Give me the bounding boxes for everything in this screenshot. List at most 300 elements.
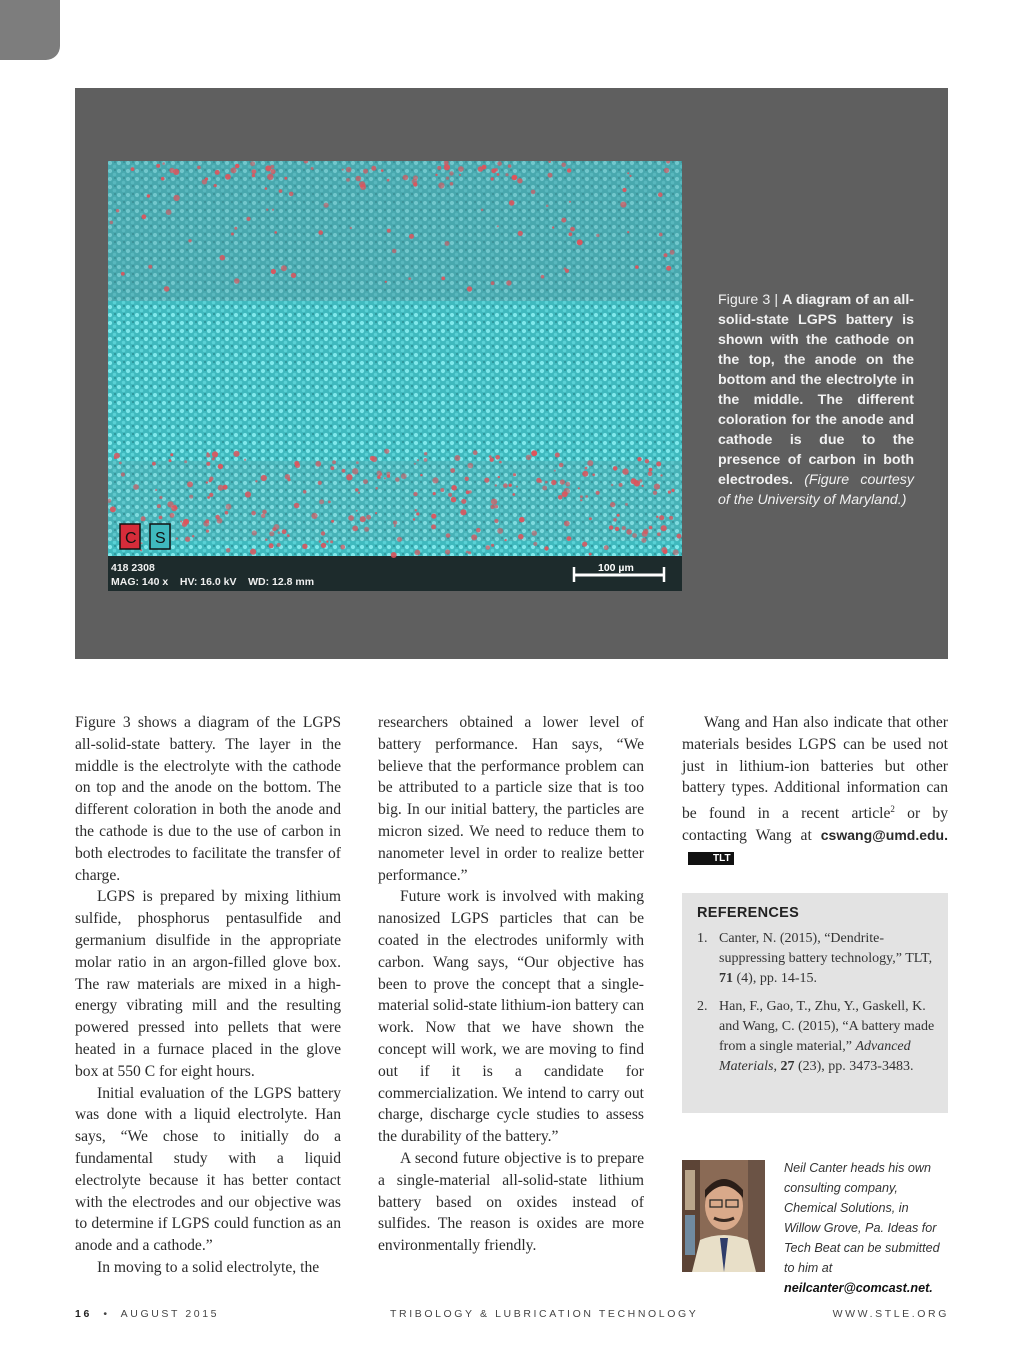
paragraph: A second future objective is to prepare a single-material all-solid-state lithium battery based on oxides instead of sulfides. The reason is oxides are more environmentally friendly.: [378, 1149, 644, 1255]
carbon-speckle: [246, 217, 250, 221]
column-2: [378, 712, 644, 1257]
column-3: [682, 712, 948, 869]
caption-text: A diagram of an all-solid-state LGPS battery is shown with the cathode on the top, the anode on the bottom and the electrolyte in the middle. The different coloration for the anode and cathode is due to the presence of carbon in both electrodes.: [718, 292, 915, 488]
carbon-speckle: [155, 489, 157, 491]
carbon-speckle: [206, 462, 210, 466]
carbon-speckle: [331, 520, 334, 523]
carbon-speckle: [387, 179, 390, 182]
author-bio: [784, 1158, 948, 1298]
carbon-speckle: [642, 485, 644, 487]
carbon-speckle: [295, 463, 300, 468]
carbon-speckle: [366, 515, 371, 520]
carbon-speckle: [159, 496, 162, 499]
carbon-speckle: [626, 529, 632, 535]
carbon-speckle: [533, 542, 537, 546]
carbon-speckle: [509, 484, 512, 487]
carbon-speckle: [169, 459, 172, 462]
carbon-speckle: [360, 516, 366, 522]
carbon-speckle: [412, 179, 418, 185]
references-title: REFERENCES: [697, 905, 800, 921]
carbon-speckle: [141, 542, 143, 544]
paragraph: In moving to a solid electrolyte, the: [97, 1258, 320, 1276]
carbon-speckle: [559, 463, 564, 468]
carbon-speckle: [185, 537, 190, 542]
carbon-speckle: [379, 473, 382, 476]
carbon-speckle: [641, 538, 646, 543]
author-photo: [682, 1160, 765, 1272]
carbon-speckle: [552, 226, 554, 228]
carbon-speckle: [438, 182, 444, 188]
legend-sulfur: S: [155, 530, 166, 547]
paragraph-text: or by contacting Wang at: [682, 805, 948, 845]
footer-left: [75, 1308, 219, 1320]
carbon-speckle: [414, 463, 416, 465]
carbon-speckle: [649, 468, 653, 472]
carbon-speckle: [656, 516, 658, 518]
carbon-speckle: [567, 536, 572, 541]
carbon-speckle: [261, 475, 267, 481]
carbon-speckle: [413, 492, 417, 496]
carbon-speckle: [437, 166, 441, 170]
carbon-speckle: [189, 495, 193, 499]
author-bio-email[interactable]: neilcanter@comcast.net.: [784, 1281, 933, 1295]
carbon-speckle: [648, 471, 653, 476]
carbon-speckle: [491, 544, 494, 547]
carbon-speckle: [531, 190, 536, 195]
carbon-speckle: [282, 529, 287, 534]
carbon-speckle: [617, 514, 620, 517]
carbon-speckle: [203, 521, 209, 527]
carbon-speckle: [403, 175, 409, 181]
sem-micrograph: [108, 161, 682, 591]
carbon-speckle: [513, 473, 516, 476]
carbon-speckle: [332, 460, 336, 464]
carbon-speckle: [551, 480, 556, 485]
carbon-speckle: [589, 553, 592, 556]
carbon-speckle: [498, 476, 500, 478]
carbon-speckle: [180, 521, 182, 523]
carbon-speckle: [445, 241, 450, 246]
citation-superscript: 2: [890, 804, 895, 815]
carbon-speckle: [355, 488, 358, 491]
carbon-speckle: [212, 457, 215, 460]
carbon-speckle: [392, 249, 397, 254]
carbon-speckle: [577, 239, 583, 245]
carbon-speckle: [274, 524, 280, 530]
carbon-speckle: [321, 531, 325, 535]
carbon-speckle: [495, 168, 498, 171]
carbon-speckle: [157, 504, 161, 508]
carbon-speckle: [395, 477, 400, 482]
carbon-speckle: [319, 540, 321, 542]
carbon-speckle: [424, 452, 427, 455]
carbon-speckle: [234, 227, 237, 230]
carbon-speckle: [173, 169, 179, 175]
carbon-speckle: [235, 164, 240, 169]
carbon-speckle: [596, 234, 599, 237]
carbon-speckle: [202, 179, 207, 184]
carbon-speckle: [627, 231, 629, 233]
paragraph-text: Wang and Han also indicate that other materials besides LGPS can be used not just in lithium-ion batteries but other battery types. Additional information can be found in a recent article: [682, 714, 948, 823]
carbon-speckle: [666, 266, 671, 271]
tlt-end-mark: TLT: [688, 852, 734, 865]
carbon-speckle: [391, 552, 397, 558]
carbon-speckle: [635, 265, 639, 269]
carbon-speckle: [627, 172, 629, 174]
carbon-speckle: [661, 525, 667, 531]
carbon-speckle: [192, 535, 194, 537]
carbon-speckle: [613, 466, 618, 471]
carbon-speckle: [497, 528, 503, 534]
carbon-speckle: [518, 534, 524, 540]
carbon-speckle: [303, 490, 307, 494]
carbon-speckle: [567, 168, 571, 172]
carbon-speckle: [277, 543, 281, 547]
carbon-speckle: [393, 521, 397, 525]
carbon-speckle: [387, 229, 391, 233]
carbon-speckle: [460, 509, 466, 515]
carbon-speckle: [625, 503, 628, 506]
carbon-speckle: [265, 165, 271, 171]
carbon-speckle: [580, 499, 582, 501]
carbon-speckle: [476, 528, 481, 533]
carbon-speckle: [267, 174, 273, 180]
carbon-speckle: [142, 214, 147, 219]
reference-text: Canter, N. (2015), “Dendrite-suppressing battery technology,” TLT,: [719, 931, 933, 966]
carbon-speckle: [481, 209, 484, 212]
carbon-speckle: [346, 474, 352, 480]
reference-number: 1.: [697, 931, 708, 946]
carbon-speckle: [197, 166, 201, 170]
carbon-speckle: [262, 510, 267, 515]
carbon-speckle: [610, 502, 615, 507]
carbon-speckle: [207, 452, 209, 454]
carbon-speckle: [634, 480, 640, 486]
carbon-speckle: [324, 203, 329, 208]
carbon-speckle: [215, 170, 220, 175]
carbon-speckle: [225, 511, 229, 515]
carbon-speckle: [415, 550, 421, 556]
carbon-speckle: [255, 480, 257, 482]
carbon-speckle: [432, 477, 438, 483]
carbon-speckle: [454, 455, 460, 461]
carbon-speckle: [342, 469, 346, 473]
carbon-speckle: [671, 489, 674, 492]
carbon-speckle: [287, 534, 290, 537]
carbon-speckle: [660, 474, 662, 476]
carbon-speckle: [284, 177, 287, 180]
sem-id: 418 2308: [111, 562, 155, 574]
carbon-speckle: [478, 166, 484, 172]
paragraph: Initial evaluation of the LGPS battery was done with a liquid electrolyte. Han says, “We chose to initially do a fundamental study with a liquid electrolyte because it has better contact with the electrodes and our objective was to determine if LGPS could function as an anode and a cathode.”: [75, 1084, 341, 1255]
carbon-speckle: [340, 545, 345, 550]
carbon-speckle: [231, 233, 234, 236]
carbon-speckle: [384, 449, 389, 454]
carbon-speckle: [147, 194, 150, 197]
carbon-speckle: [159, 516, 163, 520]
carbon-speckle: [350, 227, 352, 229]
carbon-speckle: [497, 225, 499, 227]
carbon-speckle: [294, 503, 300, 509]
carbon-speckle: [381, 169, 384, 172]
carbon-speckle: [450, 182, 454, 186]
carbon-speckle: [371, 166, 376, 171]
carbon-speckle: [209, 479, 212, 482]
carbon-speckle: [370, 456, 375, 461]
carbon-speckle: [167, 501, 173, 507]
carbon-speckle: [170, 513, 175, 518]
carbon-speckle: [542, 486, 547, 491]
carbon-speckle: [661, 547, 667, 553]
page-number: 16: [75, 1308, 92, 1320]
carbon-speckle: [252, 530, 257, 535]
carbon-speckle: [358, 492, 360, 494]
carbon-speckle: [415, 509, 417, 511]
carbon-speckle: [269, 543, 274, 548]
carbon-speckle: [532, 451, 537, 456]
carbon-speckle: [451, 497, 457, 503]
carbon-speckle: [555, 453, 560, 458]
carbon-speckle: [468, 551, 471, 554]
carbon-speckle: [420, 474, 422, 476]
carbon-speckle: [564, 488, 570, 494]
carbon-speckle: [499, 461, 502, 464]
carbon-speckle: [116, 209, 119, 212]
carbon-speckle: [133, 484, 139, 490]
carbon-speckle: [326, 540, 328, 542]
carbon-speckle: [471, 534, 477, 540]
carbon-speckle: [356, 176, 362, 182]
carbon-speckle: [231, 167, 237, 173]
carbon-speckle: [363, 479, 368, 484]
carbon-speckle: [375, 487, 378, 490]
carbon-speckle: [215, 515, 219, 519]
carbon-speckle: [444, 164, 450, 170]
carbon-speckle: [564, 521, 570, 527]
carbon-speckle: [416, 512, 419, 515]
carbon-speckle: [110, 506, 116, 512]
reference-number: 2.: [697, 999, 708, 1014]
paragraph: researchers obtained a lower level of battery performance. Han says, “We believe that the performance problem can be attributed to a particle size that is too big. In our initial battery, the particles are micron sized. We need to reduce them to nanometer level in order to realize better performance.”: [378, 714, 644, 884]
carbon-speckle: [582, 542, 587, 547]
carbon-speckle: [620, 202, 626, 208]
carbon-speckle: [491, 499, 497, 505]
caption-separator: |: [774, 292, 779, 308]
carbon-speckle: [331, 466, 335, 470]
carbon-speckle: [545, 481, 548, 484]
carbon-speckle: [433, 492, 436, 495]
figure-caption: [718, 290, 914, 510]
carbon-speckle: [265, 539, 267, 541]
figure-panel: [75, 88, 948, 659]
carbon-speckle: [585, 495, 588, 498]
carbon-speckle: [504, 539, 506, 541]
carbon-speckle: [467, 463, 473, 469]
carbon-speckle: [261, 514, 265, 518]
carbon-speckle: [637, 457, 641, 461]
carbon-speckle: [156, 164, 160, 168]
carbon-speckle: [461, 499, 466, 504]
carbon-speckle: [516, 486, 518, 488]
carbon-speckle: [164, 286, 170, 292]
carbon-speckle: [509, 200, 515, 206]
carbon-speckle: [279, 189, 283, 193]
carbon-speckle: [526, 455, 532, 461]
issue-date: AUGUST 2015: [120, 1308, 220, 1320]
carbon-speckle: [278, 531, 281, 534]
carbon-speckle: [548, 173, 553, 178]
carbon-speckle: [473, 450, 478, 455]
carbon-speckle: [346, 178, 350, 182]
carbon-speckle: [589, 517, 592, 520]
carbon-speckle: [503, 483, 508, 488]
carbon-speckle: [356, 461, 359, 464]
carbon-speckle: [459, 174, 461, 176]
footer-magazine: TRIBOLOGY & LUBRICATION TECHNOLOGY: [390, 1308, 699, 1320]
carbon-speckle: [565, 269, 569, 273]
carbon-speckle: [352, 468, 358, 474]
reference-pages: (23), pp. 3473-3483.: [794, 1059, 914, 1074]
reference-text: Han, F., Gao, T., Zhu, Y., Gaskell, K. and Wang, C. (2015), “A battery made from a single material,”: [719, 999, 935, 1054]
carbon-speckle: [184, 460, 187, 463]
carbon-speckle: [289, 192, 294, 197]
carbon-speckle: [328, 501, 331, 504]
carbon-speckle: [657, 532, 661, 536]
carbon-speckle: [397, 537, 402, 542]
reference-volume: 71: [719, 971, 733, 986]
carbon-speckle: [446, 177, 449, 180]
footer-dot: •: [103, 1308, 110, 1320]
references-box: [682, 893, 948, 1113]
carbon-speckle: [272, 209, 274, 211]
carbon-speckle: [265, 187, 268, 190]
carbon-speckle: [596, 491, 600, 495]
paragraph: LGPS is prepared by mixing lithium sulfide, phosphorus pentasulfide and germanium disulfide in the appropriate molar ratio in an argon-filled glove box. The raw materials are mixed in a high-energy vibrating mill and the resulting powered pressed into pellets that were heated in a furnace placed in the glove box at 550 C for eight hours.: [75, 888, 341, 1080]
carbon-speckle: [517, 178, 522, 183]
carbon-speckle: [615, 527, 619, 531]
carbon-speckle: [451, 485, 457, 491]
carbon-speckle: [269, 531, 274, 536]
carbon-speckle: [653, 491, 657, 495]
carbon-speckle: [148, 265, 152, 269]
carbon-speckle: [131, 167, 135, 171]
carbon-speckle: [659, 233, 663, 237]
carbon-speckle: [642, 531, 648, 537]
carbon-speckle: [541, 275, 545, 279]
carbon-speckle: [321, 543, 326, 548]
carbon-speckle: [467, 286, 472, 291]
carbon-speckle: [281, 265, 287, 271]
carbon-speckle: [561, 218, 566, 223]
carbon-speckle: [121, 272, 125, 276]
carbon-speckle: [441, 277, 445, 281]
corner-tab: [0, 0, 60, 60]
carbon-speckle: [565, 482, 570, 487]
carbon-speckle: [161, 177, 165, 181]
carbon-speckle: [677, 534, 682, 539]
carbon-speckle: [592, 473, 595, 476]
carbon-speckle: [435, 174, 437, 176]
carbon-speckle: [291, 273, 296, 278]
carbon-speckle: [445, 549, 450, 554]
carbon-speckle: [413, 518, 415, 520]
carbon-speckle: [330, 540, 333, 543]
author-email-link[interactable]: cswang@umd.edu.: [820, 827, 948, 844]
carbon-speckle: [225, 174, 231, 180]
footer-website[interactable]: WWW.STLE.ORG: [832, 1308, 949, 1320]
carbon-speckle: [315, 461, 321, 467]
carbon-speckle: [226, 504, 232, 510]
carbon-speckle: [417, 459, 419, 461]
carbon-speckle: [206, 530, 209, 533]
carbon-speckle: [431, 524, 436, 529]
carbon-speckle: [266, 209, 268, 211]
carbon-speckle: [386, 472, 390, 476]
author-bio-text: Neil Canter heads his own consulting company, Chemical Solutions, in Willow Grove, Pa. Ideas for Tech Beat can be submitted to him at: [784, 1161, 940, 1275]
carbon-speckle: [669, 516, 673, 520]
carbon-speckle: [234, 278, 240, 284]
carbon-speckle: [110, 221, 114, 225]
carbon-speckle: [448, 493, 452, 497]
carbon-speckle: [166, 209, 172, 215]
carbon-speckle: [561, 163, 566, 168]
carbon-speckle: [497, 161, 502, 166]
carbon-speckle: [318, 230, 323, 235]
carbon-speckle: [622, 468, 628, 474]
carbon-speckle: [274, 231, 277, 234]
paragraph: Figure 3 shows a diagram of the LGPS all-solid-state battery. The layer in the middle is the electrolyte with the cathode on top and the anode on the bottom. The different coloration in both the anode and the cathode is due to the use of carbon in both electrodes to facilitate the transfer of charge.: [75, 714, 341, 884]
carbon-speckle: [466, 551, 469, 554]
carbon-speckle: [311, 513, 317, 519]
reference-volume: 27: [780, 1059, 795, 1074]
carbon-speckle: [632, 533, 637, 538]
carbon-speckle: [449, 171, 453, 175]
carbon-speckle: [490, 505, 494, 509]
carbon-speckle: [654, 484, 660, 490]
sem-image-graphic: [108, 161, 682, 591]
carbon-speckle: [569, 232, 573, 236]
carbon-speckle: [176, 537, 178, 539]
carbon-speckle: [490, 458, 494, 462]
carbon-speckle: [424, 458, 428, 462]
carbon-speckle: [495, 455, 500, 460]
carbon-speckle: [505, 173, 508, 176]
reference-journal: Advanced Materials: [719, 1039, 911, 1074]
carbon-speckle: [206, 481, 208, 483]
carbon-speckle: [271, 269, 276, 274]
reference-pages: (4), pp. 14-15.: [733, 971, 817, 986]
carbon-speckle: [670, 250, 675, 255]
carbon-speckle: [622, 188, 626, 192]
carbon-speckle: [440, 488, 444, 492]
carbon-speckle: [244, 459, 246, 461]
carbon-speckle: [364, 527, 369, 532]
carbon-speckle: [613, 518, 617, 522]
carbon-speckle: [188, 239, 191, 242]
carbon-speckle: [348, 515, 354, 521]
carbon-speckle: [558, 495, 563, 500]
carbon-speckle: [629, 175, 631, 177]
carbon-speckle: [218, 464, 223, 469]
carbon-speckle: [431, 514, 436, 519]
carbon-speckle: [408, 277, 411, 280]
carbon-speckle: [342, 169, 344, 171]
carbon-speckle: [209, 493, 213, 497]
carbon-speckle: [114, 453, 120, 459]
carbon-speckle: [668, 491, 671, 494]
carbon-speckle: [484, 478, 489, 483]
paragraph: [682, 712, 948, 869]
